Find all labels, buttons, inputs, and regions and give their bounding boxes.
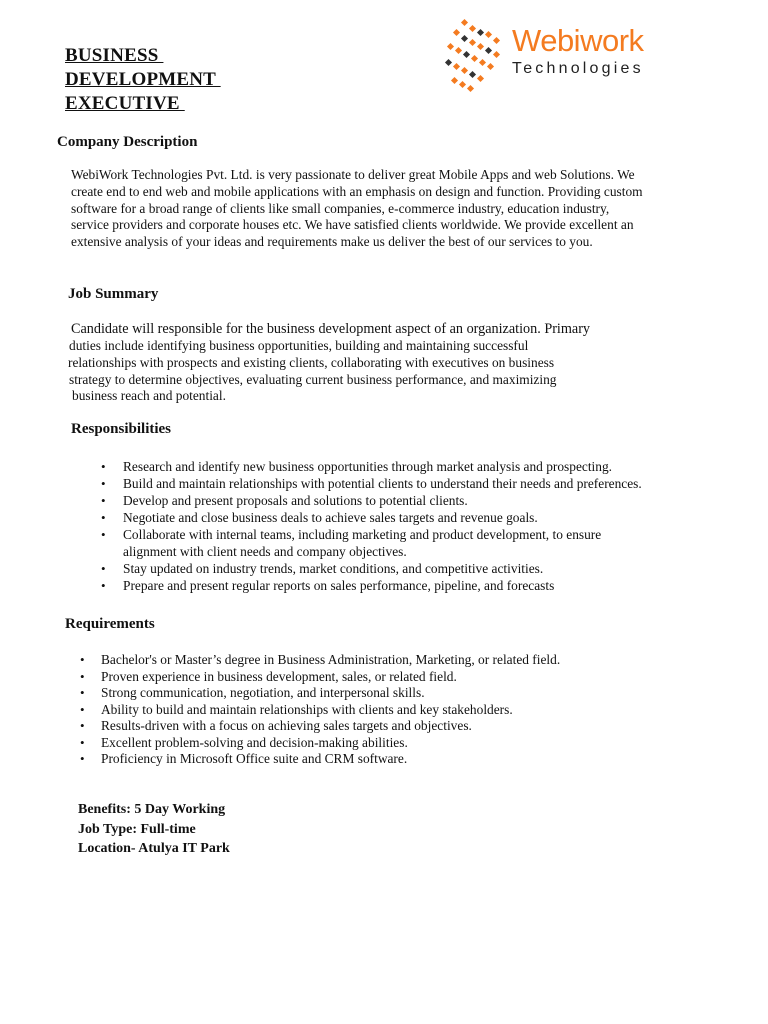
list-item: • Bachelor's or Master’s degree in Business Administration, Marketing, or related field. [101,652,661,669]
list-item: • Build and maintain relationships with potential clients to understand their needs and preferences. [123,475,683,492]
benefits-text: Benefits: 5 Day Working [78,802,226,817]
text-line: extensive analysis of your ideas and requirements make us deliver the best of our services to you. [71,234,593,250]
requirements-list [101,652,661,768]
responsibilities-heading: Responsibilities [71,421,172,437]
text-line: software for a broad range of clients like small companies, e-commerce industry, education industry, [71,200,610,216]
list-item: • Strong communication, negotiation, and interpersonal skills. [101,685,661,702]
list-item: • Research and identify new business opportunities through market analysis and prospecting. [123,458,683,475]
location-text: Location- Atulya IT Park [78,841,230,856]
responsibilities-list [123,458,683,594]
job-summary-text [69,338,556,405]
text-line: duties include identifying business opportunities, building and maintaining successful [69,338,529,353]
requirements-heading: Requirements [65,616,155,632]
job-details [78,800,230,859]
job-summary-heading: Job Summary [68,286,159,302]
list-item: • Excellent problem-solving and decision-making abilities. [101,735,661,752]
list-item: • Collaborate with internal teams, including marketing and product development, to ensure alignment with client needs and company objectives. [123,526,683,560]
text-line: create end to end web and mobile applications with an emphasis on design and function. Providing custom [71,183,643,199]
list-item: • Proven experience in business development, sales, or related field. [101,669,661,686]
company-logo [442,18,692,94]
list-item: • Prepare and present regular reports on sales performance, pipeline, and forecasts [123,577,683,594]
text-line: WebiWork Technologies Pvt. Ltd. is very passionate to deliver great Mobile Apps and web Solutions. We [71,167,635,182]
company-description-heading: Company Description [57,134,198,150]
title-line: DEVELOPMENT [65,69,221,90]
list-item: • Stay updated on industry trends, market conditions, and competitive activities. [123,560,683,577]
text-line: relationships with prospects and existing clients, collaborating with executives on business [68,354,555,370]
logo-mark-icon [442,18,508,94]
text-line: strategy to determine objectives, evaluating current business performance, and maximizing [69,371,557,387]
text-line: business reach and potential. [72,388,226,404]
title-line: BUSINESS [65,45,164,66]
list-item: • Develop and present proposals and solutions to potential clients. [123,492,683,509]
job-type-text: Job Type: Full-time [78,821,196,837]
list-item: • Proficiency in Microsoft Office suite and CRM software. [101,751,661,768]
title-line: EXECUTIVE [65,93,185,114]
page-title [65,44,221,116]
job-summary-first-line: Candidate will responsible for the business development aspect of an organization. Primary [71,321,591,337]
logo-name: Webiwork [512,23,644,58]
list-item: • Ability to build and maintain relationships with clients and key stakeholders. [101,702,661,719]
list-item: • Results-driven with a focus on achieving sales targets and objectives. [101,718,661,735]
text-line: service providers and corporate houses etc. We have satisfied clients worldwide. We provide excellent an [71,217,634,233]
list-item: • Negotiate and close business deals to achieve sales targets and revenue goals. [123,509,683,526]
logo-subtitle: Technologies [512,60,644,77]
company-description-text [71,167,643,251]
